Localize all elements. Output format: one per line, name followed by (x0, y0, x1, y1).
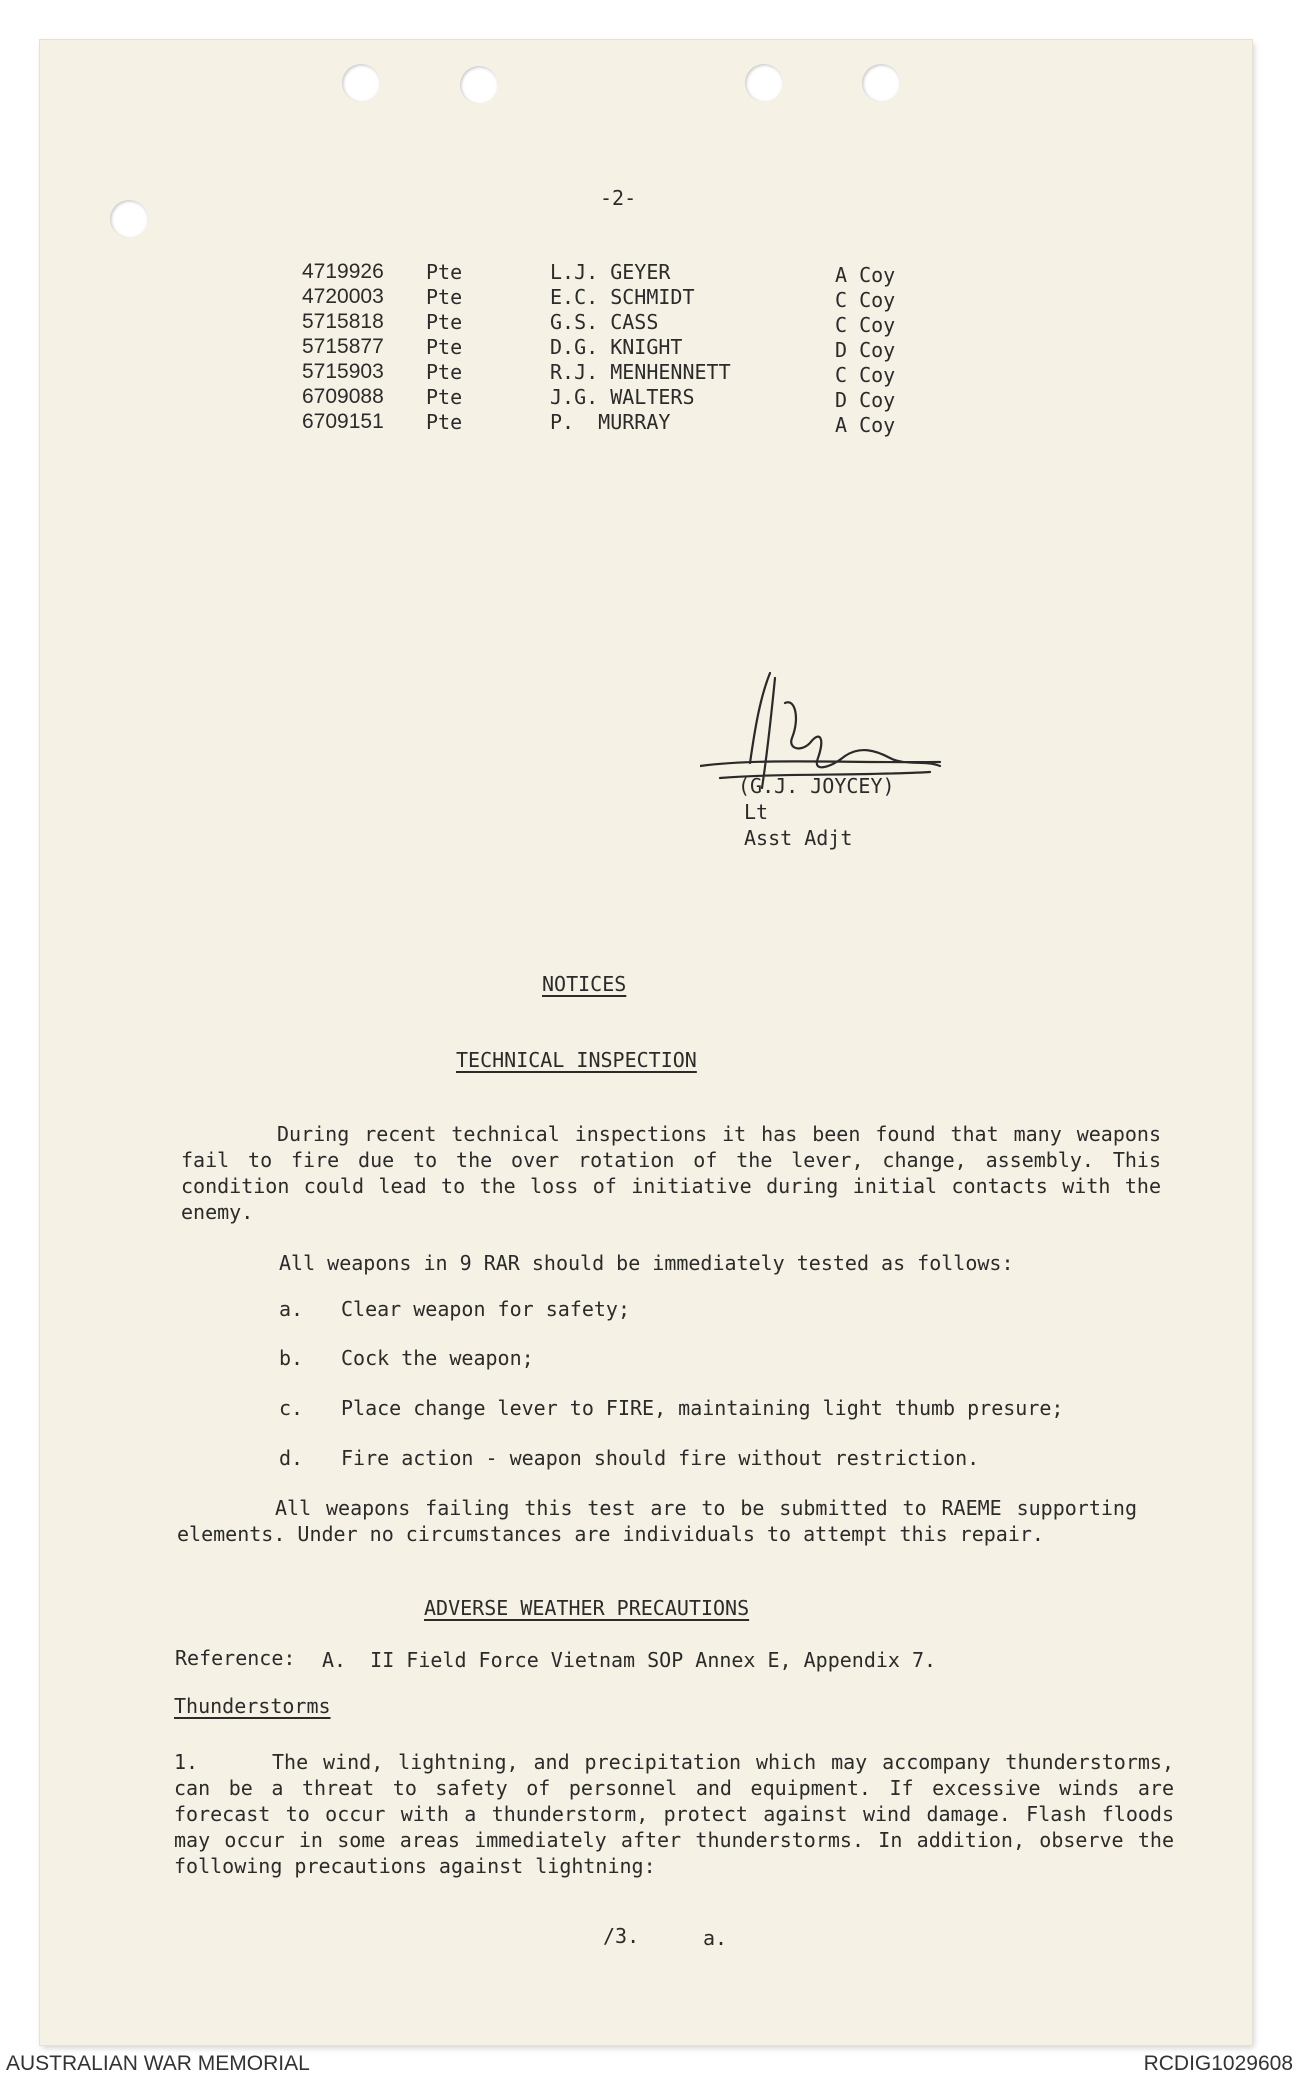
signatory-appointment: Asst Adjt (744, 826, 853, 850)
thunderstorms-subheading: Thunderstorms (174, 1694, 331, 1718)
punch-hole (110, 200, 148, 238)
technical-inspection-intro: During recent technical inspections it has been found that many weapons fail to fire due to the over rotation of the lever, change, assembly. This condition could lead to the loss of initiative during initial contacts with the enemy. (181, 1122, 1161, 1224)
rank: Pte (426, 385, 463, 409)
punch-hole (862, 64, 900, 102)
company: C Coy (835, 288, 896, 312)
company: C Coy (835, 363, 896, 387)
notices-heading: NOTICES (542, 972, 627, 996)
para-number: 1. (174, 1750, 199, 1774)
company: A Coy (835, 263, 896, 287)
rank: Pte (426, 410, 463, 434)
company: A Coy (835, 413, 896, 437)
technical-inspection-heading: TECHNICAL INSPECTION (456, 1048, 697, 1072)
punch-hole (745, 64, 783, 102)
continuation-page: /3. (603, 1924, 640, 1948)
step-letter: d. (279, 1446, 304, 1470)
soldier-name: E.C. SCHMIDT (550, 285, 695, 309)
technical-inspection-closing: All weapons failing this test are to be submitted to RAEME supporting elements. Under no circumstances are individuals to attempt this repair. (177, 1496, 1137, 1546)
step-text: Clear weapon for safety; (341, 1297, 630, 1321)
service-number: 6709088 (302, 385, 384, 408)
soldier-name: L.J. GEYER (550, 260, 671, 284)
test-intro: All weapons in 9 RAR should be immediately tested as follows: (279, 1251, 1014, 1275)
step-text: Fire action - weapon should fire without restriction. (341, 1446, 980, 1470)
service-number: 4720003 (302, 285, 384, 308)
rank: Pte (426, 285, 463, 309)
continuation-item: a. (703, 1926, 728, 1950)
company: D Coy (835, 338, 896, 362)
company: D Coy (835, 388, 896, 412)
soldier-name: D.G. KNIGHT (550, 335, 683, 359)
step-letter: a. (279, 1297, 304, 1321)
punch-hole (342, 64, 380, 102)
soldier-name: P. MURRAY (550, 410, 671, 434)
step-text: Place change lever to FIRE, maintaining light thumb presure; (341, 1396, 1064, 1420)
rank: Pte (426, 260, 463, 284)
service-number: 5715818 (302, 310, 384, 333)
adverse-weather-heading: ADVERSE WEATHER PRECAUTIONS (424, 1596, 750, 1620)
rank: Pte (426, 335, 463, 359)
footer-record-id: RCDIG1029608 (1143, 2052, 1293, 2075)
reference-text: A. II Field Force Vietnam SOP Annex E, Appendix 7. (322, 1648, 937, 1672)
rank: Pte (426, 360, 463, 384)
step-letter: b. (279, 1346, 304, 1370)
signatory-rank: Lt (744, 800, 769, 824)
page-number: -2- (600, 186, 637, 210)
service-number: 4719926 (302, 260, 384, 283)
punch-hole (460, 66, 498, 104)
footer-archive-name: AUSTRALIAN WAR MEMORIAL (6, 2052, 310, 2075)
service-number: 5715877 (302, 335, 384, 358)
company: C Coy (835, 313, 896, 337)
reference-label: Reference: (175, 1646, 296, 1670)
service-number: 5715903 (302, 360, 384, 383)
signatory-name: (G.J. JOYCEY) (738, 774, 895, 798)
soldier-name: R.J. MENHENNETT (550, 360, 731, 384)
soldier-name: G.S. CASS (550, 310, 659, 334)
step-letter: c. (279, 1396, 304, 1420)
step-text: Cock the weapon; (341, 1346, 534, 1370)
soldier-name: J.G. WALTERS (550, 385, 695, 409)
rank: Pte (426, 310, 463, 334)
service-number: 6709151 (302, 410, 384, 433)
thunderstorms-paragraph: The wind, lightning, and precipitation which may accompany thunderstorms, can be a threat to safety of personnel and equipment. If excessive winds are forecast to occur with a thunderstorm, protect against wind damage. Flash floods may occur in some areas immediately after thunderstorms. In addition, observe the following precautions against lightning: (174, 1750, 1174, 1878)
